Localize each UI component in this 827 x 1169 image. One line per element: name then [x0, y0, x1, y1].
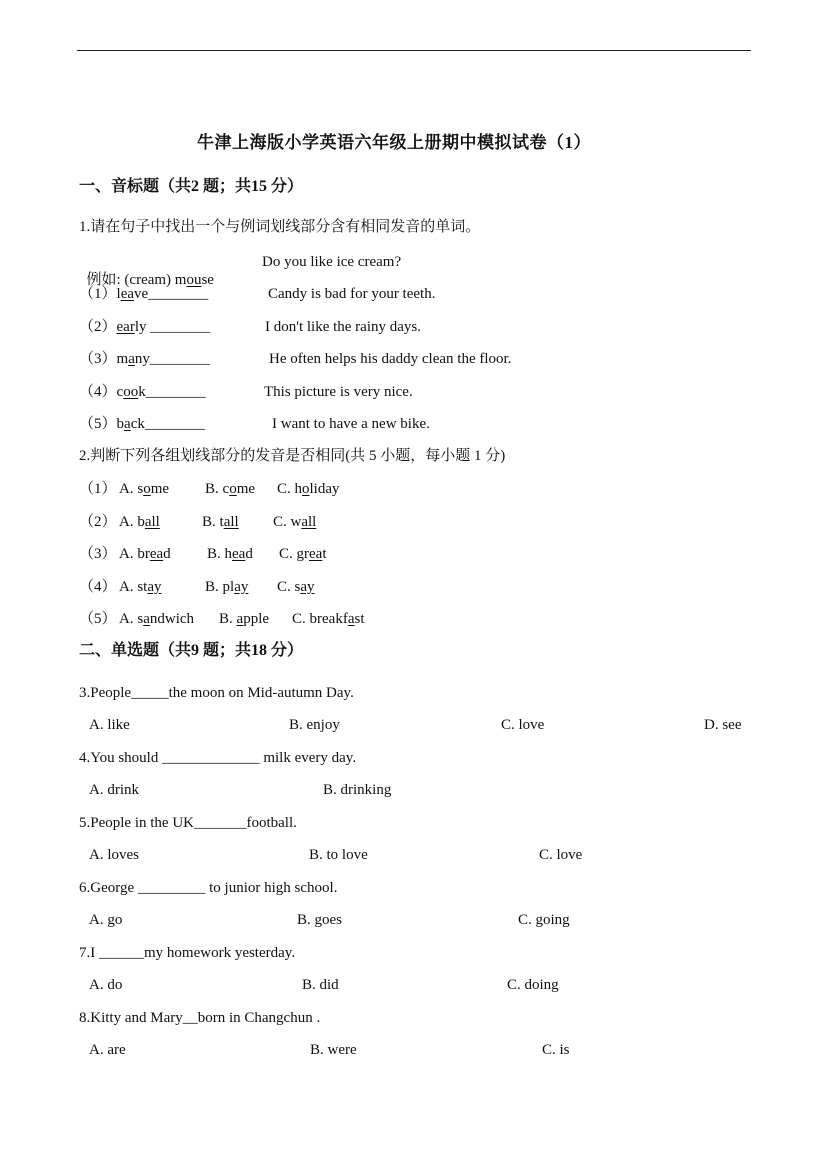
q1-item-2-sentence: I don't like the rainy days. — [265, 319, 421, 335]
option-c[interactable]: C. going — [518, 912, 570, 928]
item-num: （1） — [79, 286, 117, 302]
word-pre: st — [137, 579, 148, 595]
word-pre: m — [116, 351, 129, 367]
option-label: C. — [279, 546, 297, 562]
word-underlined: ay — [234, 579, 249, 595]
answer-blank[interactable]: ________ — [146, 319, 211, 335]
word-underlined: all — [144, 514, 160, 530]
q2-item-5-num: （5） — [79, 611, 117, 627]
q1-prompt: 1.请在句子中找出一个与例词划线部分含有相同发音的单词。 — [79, 219, 481, 235]
option-label: B. — [202, 514, 220, 530]
word-post: liday — [309, 481, 340, 497]
word-underlined: ear — [116, 319, 135, 335]
option-c[interactable]: C. love — [539, 847, 583, 863]
option-c[interactable]: C. is — [542, 1042, 570, 1058]
word-underlined: o — [143, 481, 151, 497]
example-label: 例如: (cream) — [86, 272, 175, 288]
q1-item-4-sentence: This picture is very nice. — [264, 384, 413, 400]
word-underlined: a — [124, 416, 131, 432]
option-label: B. — [205, 579, 223, 595]
option-label: A. — [119, 514, 138, 530]
option-b[interactable]: B. were — [310, 1042, 357, 1058]
word-pre: c — [222, 481, 230, 497]
q2-item-1-num: （1） — [79, 481, 117, 497]
q1-item-1-sentence: Candy is bad for your teeth. — [268, 286, 436, 302]
word-underlined: a — [143, 611, 150, 627]
word-pre: pl — [222, 579, 235, 595]
option-d[interactable]: D. see — [704, 717, 742, 733]
answer-blank[interactable]: ________ — [148, 286, 209, 302]
option-label: A. — [119, 579, 138, 595]
word-underlined: a — [236, 611, 244, 627]
q1-item-3-sentence: He often helps his daddy clean the floor. — [269, 351, 512, 367]
q2-item-2-num: （2） — [79, 514, 117, 530]
word-underlined: ea — [149, 546, 164, 562]
q2-prompt: 2.判断下列各组划线部分的发音是否相同(共 5 小题，每小题 1 分) — [79, 448, 506, 464]
option-label: C. — [273, 514, 291, 530]
q2-item-4-opt-c — [277, 578, 315, 596]
option-b[interactable]: B. did — [302, 977, 339, 993]
question-stem: 4.You should _____________ milk every day. — [79, 750, 357, 766]
section-heading-single-choice: 二、单选题（共9 题；共18 分） — [79, 642, 304, 659]
q2-item-1-opt-b — [205, 480, 255, 498]
option-label: B. — [205, 481, 223, 497]
word-post: d — [163, 546, 171, 562]
word-underlined: ea — [309, 546, 323, 562]
q1-item-4 — [79, 383, 206, 401]
word-pre: s — [137, 481, 144, 497]
q2-item-2-opt-c — [273, 513, 316, 531]
option-a[interactable]: A. are — [89, 1042, 126, 1058]
option-label: B. — [219, 611, 237, 627]
word-pre: h — [294, 481, 303, 497]
word-post: ndwich — [149, 611, 195, 627]
word-underlined: all — [301, 514, 317, 530]
word-post: st — [354, 611, 365, 627]
word-pre: t — [219, 514, 224, 530]
item-num: （5） — [79, 416, 117, 432]
option-a[interactable]: A. go — [89, 912, 123, 928]
item-num: （3） — [79, 351, 117, 367]
q2-item-1-opt-a — [119, 480, 169, 498]
option-c[interactable]: C. love — [501, 717, 545, 733]
word-pre: l — [116, 286, 121, 302]
q2-item-1-opt-c — [277, 480, 340, 498]
q2-item-3-num: （3） — [79, 546, 117, 562]
q2-item-4-opt-b — [205, 578, 248, 596]
option-label: A. — [119, 546, 138, 562]
q2-item-4-num: （4） — [79, 579, 117, 595]
word-post: ny — [134, 351, 150, 367]
q2-item-5-opt-c — [292, 610, 365, 628]
q1-item-5 — [79, 415, 205, 433]
q2-item-5-opt-b — [219, 610, 269, 628]
q2-item-5-opt-a — [119, 610, 194, 628]
example-word-pre: m — [174, 272, 187, 288]
answer-blank[interactable]: ________ — [149, 351, 210, 367]
word-underlined: ea — [120, 286, 135, 302]
word-post: pple — [243, 611, 270, 627]
option-b[interactable]: B. drinking — [323, 782, 392, 798]
word-pre: c — [116, 384, 124, 400]
page-title: 牛津上海版小学英语六年级上册期中模拟试卷（1） — [197, 133, 591, 152]
q2-item-4-opt-a — [119, 578, 162, 596]
q1-item-5-sentence: I want to have a new bike. — [272, 416, 430, 432]
word-pre: s — [294, 579, 301, 595]
word-underlined: a — [347, 611, 355, 627]
word-underlined: all — [223, 514, 239, 530]
example-word-underlined: ou — [186, 272, 202, 288]
word-underlined: o — [229, 481, 237, 497]
word-underlined: oo — [123, 384, 139, 400]
q1-item-1 — [79, 285, 208, 303]
word-underlined: ay — [300, 579, 315, 595]
option-b[interactable]: B. enjoy — [289, 717, 340, 733]
header-rule — [77, 50, 751, 51]
word-pre: breakf — [309, 611, 348, 627]
option-label: C. — [277, 579, 295, 595]
option-label: B. — [207, 546, 225, 562]
word-pre: w — [290, 514, 302, 530]
word-underlined: a — [128, 351, 135, 367]
word-pre: br — [137, 546, 150, 562]
word-pre: gr — [296, 546, 310, 562]
word-pre: b — [137, 514, 145, 530]
word-pre: b — [116, 416, 125, 432]
option-label: A. — [119, 611, 138, 627]
item-num: （4） — [79, 384, 117, 400]
question-stem: 3.People_____the moon on Mid-autumn Day. — [79, 685, 354, 701]
option-c[interactable]: C. doing — [507, 977, 559, 993]
word-pre: h — [224, 546, 233, 562]
q2-item-3-opt-c — [279, 545, 327, 563]
word-post: ly — [134, 319, 147, 335]
word-post: me — [236, 481, 256, 497]
question-stem: 5.People in the UK_______football. — [79, 815, 297, 831]
answer-blank[interactable]: ________ — [145, 384, 206, 400]
option-label: C. — [277, 481, 295, 497]
word-post: d — [245, 546, 253, 562]
word-post: t — [322, 546, 327, 562]
option-b[interactable]: B. goes — [297, 912, 342, 928]
q2-item-2-opt-b — [202, 513, 239, 531]
word-underlined: o — [302, 481, 310, 497]
option-a[interactable]: A. loves — [89, 847, 139, 863]
example-word-post: se — [201, 272, 214, 288]
q1-example-sentence: Do you like ice cream? — [262, 254, 402, 270]
option-b[interactable]: B. to love — [309, 847, 368, 863]
option-a[interactable]: A. do — [89, 977, 123, 993]
word-underlined: ay — [147, 579, 162, 595]
word-post: ve — [134, 286, 149, 302]
q2-item-3-opt-a — [119, 545, 171, 563]
question-stem: 7.I ______my homework yesterday. — [79, 945, 296, 961]
q2-item-3-opt-b — [207, 545, 253, 563]
q1-example — [79, 253, 214, 289]
option-a[interactable]: A. like — [89, 717, 130, 733]
question-stem: 6.George _________ to junior high school. — [79, 880, 338, 896]
question-stem: 8.Kitty and Mary__born in Changchun . — [79, 1010, 321, 1026]
word-post: ck — [130, 416, 145, 432]
option-a[interactable]: A. drink — [89, 782, 139, 798]
q1-item-2 — [79, 318, 210, 336]
word-post: k — [138, 384, 146, 400]
option-label: A. — [119, 481, 138, 497]
q2-item-2-opt-a — [119, 513, 160, 531]
section-heading-phonetics: 一、音标题（共2 题；共15 分） — [79, 178, 304, 195]
word-post: me — [150, 481, 170, 497]
answer-blank[interactable]: ________ — [144, 416, 205, 432]
option-label: C. — [292, 611, 310, 627]
word-pre: s — [137, 611, 144, 627]
item-num: （2） — [79, 319, 117, 335]
q1-item-3 — [79, 350, 210, 368]
word-underlined: ea — [232, 546, 246, 562]
